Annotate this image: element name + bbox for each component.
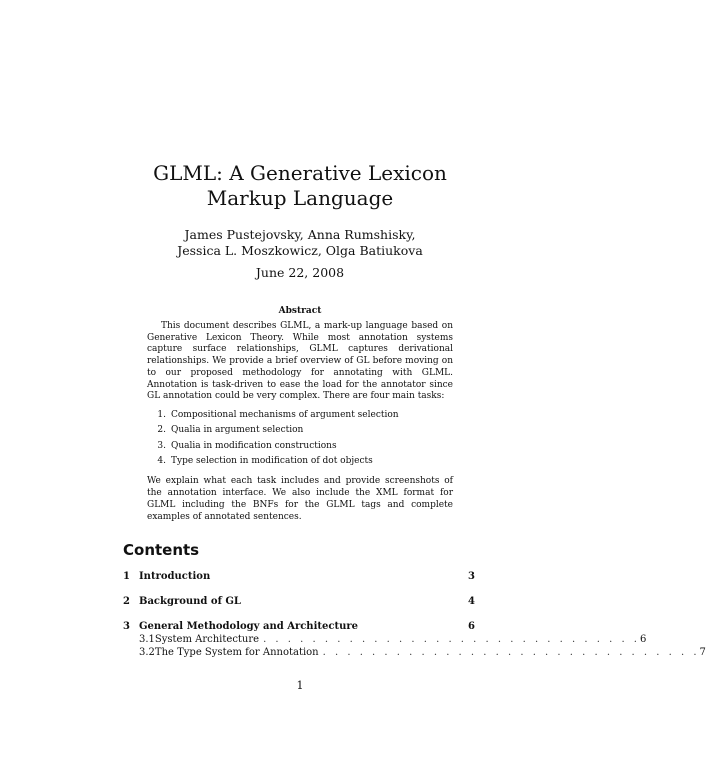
title-line-2: Markup Language: [206, 186, 394, 210]
list-item: [147, 410, 453, 425]
task-number: 4.: [157, 456, 166, 467]
task-text: Compositional mechanisms of argument selection: [171, 409, 399, 420]
task-number: 3.: [157, 440, 166, 451]
toc-entry-type-system[interactable]: [123, 647, 706, 658]
toc-title: Introduction: [139, 571, 211, 582]
abstract-body: [147, 321, 453, 523]
title-line-1: GLML: A Generative Lexicon: [153, 161, 447, 185]
task-text: Qualia in argument selection: [171, 425, 304, 436]
paper-title: [0, 161, 600, 211]
abstract-closing: We explain what each task includes and provide screenshots of the annotation interface. We also include the XML format for GLML including the BNFs for the GLML tags and complete examples of annotated sentences.: [147, 476, 453, 522]
task-text: Type selection in modification of dot objects: [171, 456, 373, 467]
toc-leader: . . . . . . . . . . . . . . . . . . . . . . . . . . . . . . .: [263, 634, 640, 645]
toc-entry-background-of-gl[interactable]: [123, 596, 475, 607]
author-list: [0, 227, 600, 259]
authors-line-1: James Pustejovsky, Anna Rumshisky,: [184, 227, 416, 242]
abstract-intro: This document describes GLML, a mark-up language based on Generative Lexicon Theory. While most annotation systems capture surface relationships, GLML captures derivational relationships. We provide a brief overview of GL before moving on to our proposed methodology for annotating with GLML. Annotation is task-driven to ease the load for the annotator since GL annotation could be very complex. There are four main tasks:: [147, 321, 453, 402]
list-item: [147, 456, 453, 471]
toc-number: 1: [123, 571, 130, 582]
authors-line-2: Jessica L. Moszkowicz, Olga Batiukova: [177, 243, 423, 258]
toc-number: 3.1: [139, 634, 155, 645]
list-item: [147, 441, 453, 456]
toc-leader: . . . . . . . . . . . . . . . . . . . . . . . . . . . . . . .: [322, 647, 700, 658]
task-text: Qualia in modification constructions: [171, 440, 337, 451]
task-list: [147, 410, 453, 472]
contents-heading: Contents: [123, 541, 200, 559]
toc-number: 3: [123, 621, 130, 632]
toc-title: Background of GL: [139, 596, 241, 607]
task-number: 1.: [157, 409, 166, 420]
toc-number: 2: [123, 596, 130, 607]
toc-page: 6: [468, 621, 475, 632]
toc-number: 3.2: [139, 647, 155, 658]
toc-page: 3: [468, 571, 475, 582]
toc-page: 6: [639, 634, 647, 645]
toc-title: General Methodology and Architecture: [139, 621, 358, 632]
task-number: 2.: [157, 425, 166, 436]
toc-title: The Type System for Annotation: [154, 647, 319, 658]
toc-entry-introduction[interactable]: [123, 571, 475, 582]
toc-page: 7: [699, 647, 706, 658]
toc-entry-system-architecture[interactable]: [123, 634, 647, 645]
abstract-heading: Abstract: [278, 306, 322, 316]
list-item: [147, 425, 453, 440]
page-number: 1: [296, 679, 304, 692]
toc-title: System Architecture: [154, 634, 260, 645]
toc-page: 4: [468, 596, 475, 607]
publication-date: June 22, 2008: [255, 265, 345, 280]
toc-entry-general-methodology[interactable]: [123, 621, 475, 632]
